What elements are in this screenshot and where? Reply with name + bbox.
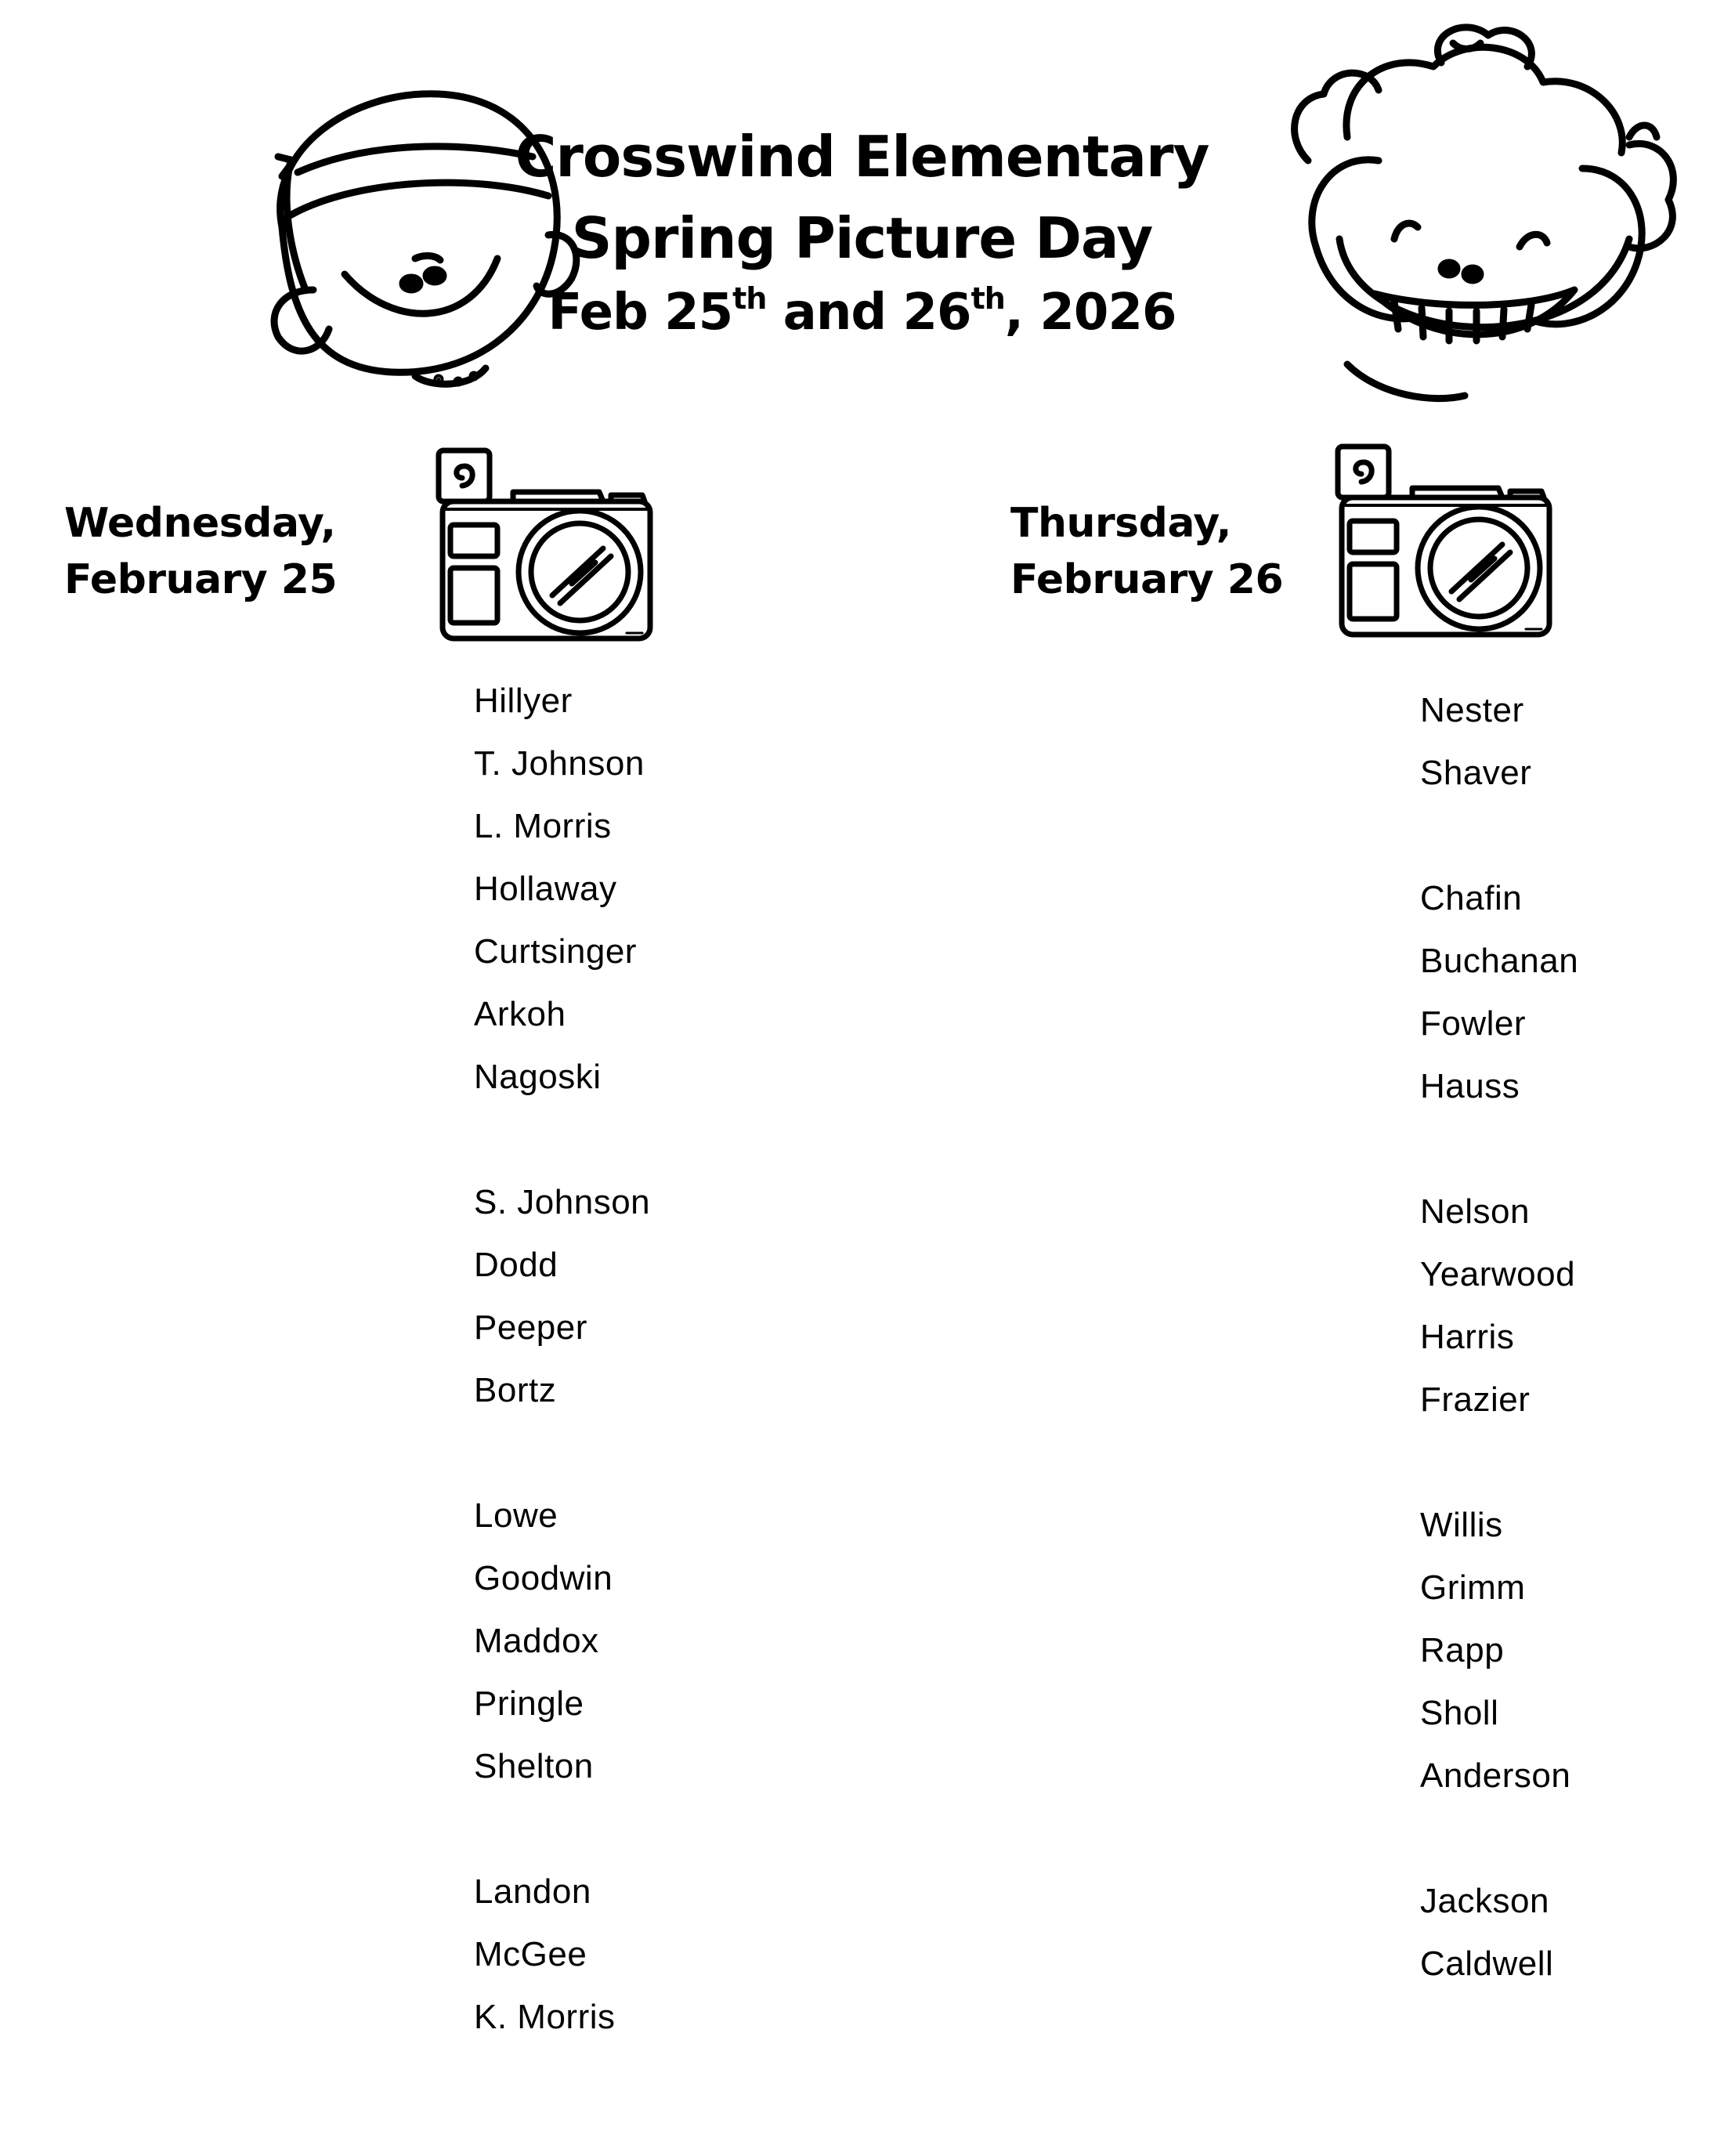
list-item: Landon [474,1872,591,1911]
list-item: Nester [1420,691,1524,729]
thursday-list [1420,679,1578,1995]
wednesday-list [474,670,650,2049]
list-item: Peeper [474,1308,587,1347]
camera-icon [427,447,662,654]
list-item: Yearwood [1420,1255,1576,1293]
list-item: Frazier [1420,1380,1531,1419]
list-item: T. Johnson [474,744,645,783]
list-item: Willis [1420,1506,1503,1544]
list-item: S. Johnson [474,1183,651,1221]
list-item: Anderson [1420,1756,1571,1795]
school-title: Crosswind Elementary [515,124,1209,190]
list-item: Harris [1420,1318,1515,1356]
list-item: Curtsinger [474,932,637,971]
group-spacer [474,1109,650,1171]
day-name: Thursday, [1010,500,1231,547]
list-item: Shelton [474,1747,594,1785]
camera-icon [1326,443,1561,650]
list-item: Hillyer [474,682,573,720]
list-item: Rapp [1420,1631,1505,1669]
list-item: Nagoski [474,1058,602,1096]
list-item: Hauss [1420,1067,1520,1105]
group-spacer [1420,1431,1578,1494]
group-spacer [474,1422,650,1485]
list-item: Nelson [1420,1192,1530,1231]
list-item: Fowler [1420,1004,1527,1043]
event-title: Spring Picture Day [571,205,1153,271]
list-item: Hollaway [474,870,617,908]
thursday-heading [1010,495,1283,608]
list-item: Sholl [1420,1694,1499,1732]
list-item: Grimm [1420,1568,1526,1607]
group-spacer [1420,1807,1578,1870]
day-name: Wednesday, [64,500,336,547]
list-item: Shaver [1420,754,1532,792]
wednesday-heading [64,495,337,608]
group-spacer [474,1798,650,1861]
group-spacer [1420,805,1578,867]
event-dates: Feb 25th and 26th, 2026 [548,281,1176,342]
list-item: Chafin [1420,879,1523,917]
group-spacer [1420,1118,1578,1181]
list-item: Buchanan [1420,942,1579,980]
list-item: Pringle [474,1684,584,1723]
list-item: Bortz [474,1371,557,1409]
list-item: McGee [474,1935,587,1973]
list-item: Goodwin [474,1559,613,1597]
list-item: Lowe [474,1496,558,1535]
day-date: February 26 [1010,556,1284,603]
list-item: Maddox [474,1622,599,1660]
list-item: K. Morris [474,1998,616,2036]
list-item: Arkoh [474,995,566,1033]
list-item: Jackson [1420,1882,1549,1920]
list-item: Caldwell [1420,1944,1554,1983]
day-date: February 25 [64,556,338,603]
list-item: L. Morris [474,807,612,845]
list-item: Dodd [474,1246,558,1284]
